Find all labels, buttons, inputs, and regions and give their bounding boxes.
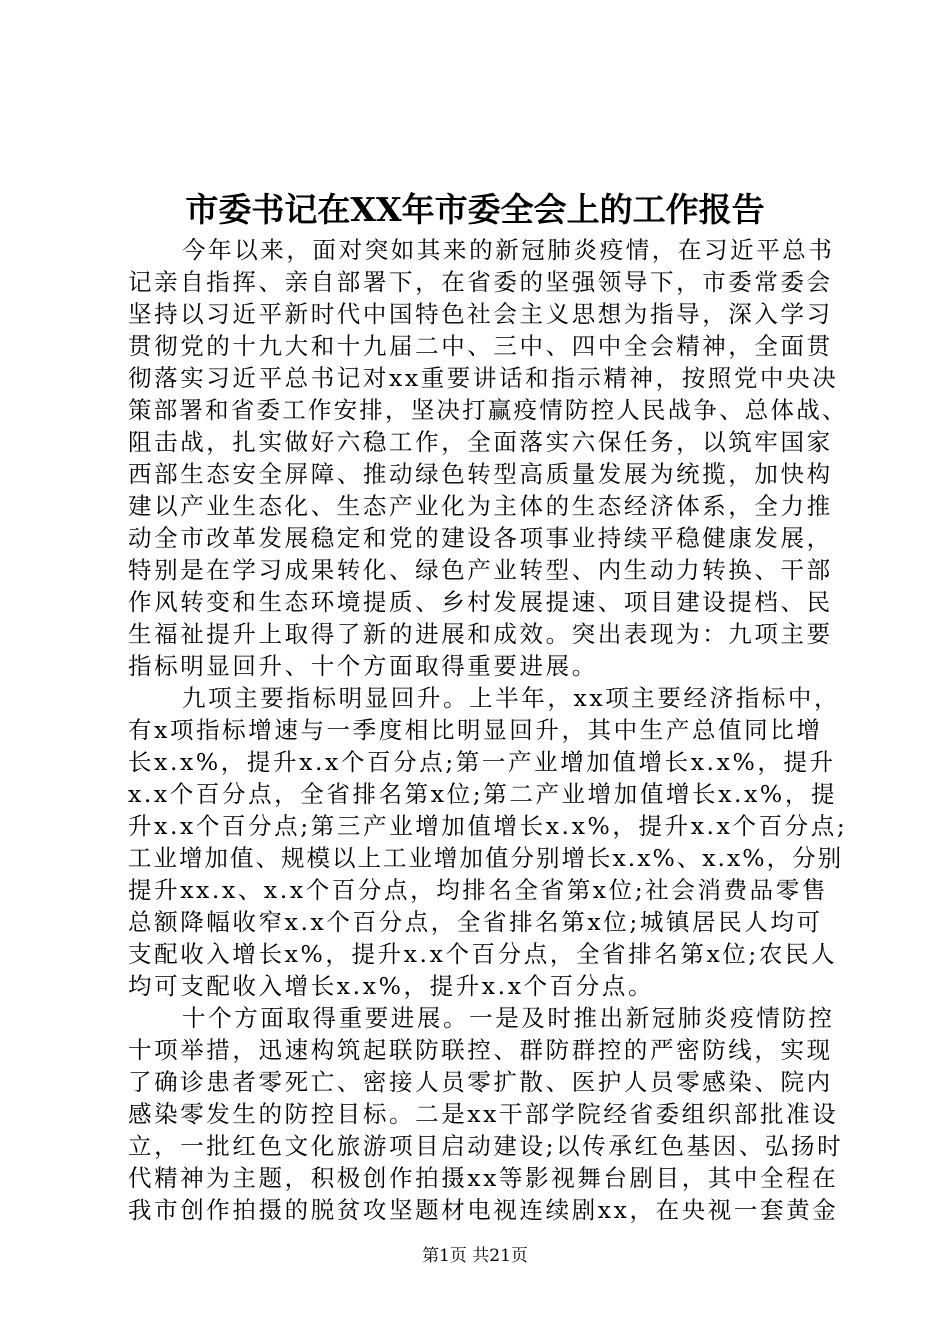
text-line: 代精神为主题，积极创作拍摄xx等影视舞台剧目，其中全程在 xyxy=(128,1164,839,1192)
text-line: 支配收入增长x%，提升x.x个百分点，全省排名第x位;农民人 xyxy=(128,940,838,968)
text-line: 记亲自指挥、亲自部署下，在省委的坚强领导下，市委常委会 xyxy=(128,268,833,296)
text-line: 作风转变和生态环境提质、乡村发展提速、项目建设提档、民 xyxy=(128,588,833,616)
text-line: 升x.x个百分点;第三产业增加值增长x.x%，提升x.x个百分点; xyxy=(128,812,848,840)
text-line: 坚持以习近平新时代中国特色社会主义思想为指导，深入学习 xyxy=(128,300,833,328)
text-line: 立，一批红色文化旅游项目启动建设;以传承红色基因、弘扬时 xyxy=(128,1132,844,1160)
text-line: 指标明显回升、十个方面取得重要进展。 xyxy=(128,652,598,680)
text-line: 我市创作拍摄的脱贫攻坚题材电视连续剧xx，在央视一套黄金 xyxy=(128,1196,839,1224)
text-line: 生福祉提升上取得了新的进展和成效。突出表现为：九项主要 xyxy=(128,620,833,648)
text-line: 西部生态安全屏障、推动绿色转型高质量发展为统揽，加快构 xyxy=(128,460,833,488)
text-line: 策部署和省委工作安排，坚决打赢疫情防控人民战争、总体战、 xyxy=(128,396,848,424)
document-title: 市委书记在XX年市委全会上的工作报告 xyxy=(185,190,765,229)
document-body xyxy=(128,234,848,1226)
text-line: 建以产业生态化、生态产业化为主体的生态经济体系，全力推 xyxy=(128,492,833,520)
text-line: 均可支配收入增长x.x%，提升x.x个百分点。 xyxy=(128,972,655,1000)
text-line: 了确诊患者零死亡、密接人员零扩散、医护人员零感染、院内 xyxy=(128,1068,833,1096)
page-number: 第1页 共21页 xyxy=(422,1246,528,1266)
text-line: 提升xx.x、x.x个百分点，均排名全省第x位;社会消费品零售 xyxy=(128,876,828,904)
text-line: 九项主要指标明显回升。上半年，xx项主要经济指标中， xyxy=(182,684,841,712)
text-line: 今年以来，面对突如其来的新冠肺炎疫情，在习近平总书 xyxy=(182,236,835,264)
text-line: 贯彻党的十九大和十九届二中、三中、四中全会精神，全面贯 xyxy=(128,332,833,360)
text-line: 有x项指标增速与一季度相比明显回升，其中生产总值同比增 xyxy=(128,716,823,744)
text-line: 阻击战，扎实做好六稳工作，全面落实六保任务，以筑牢国家 xyxy=(128,428,833,456)
text-line: 十个方面取得重要进展。一是及时推出新冠肺炎疫情防控 xyxy=(182,1004,835,1032)
text-line: 工业增加值、规模以上工业增加值分别增长x.x%、x.x%，分别 xyxy=(128,844,844,872)
text-line: 总额降幅收窄x.x个百分点，全省排名第x位;城镇居民人均可 xyxy=(128,908,823,936)
text-line: x.x个百分点，全省排名第x位;第二产业增加值增长x.x%，提 xyxy=(128,780,838,808)
text-line: 动全市改革发展稳定和党的建设各项事业持续平稳健康发展， xyxy=(128,524,833,552)
text-line: 彻落实习近平总书记对xx重要讲话和指示精神，按照党中央决 xyxy=(128,364,839,392)
text-line: 特别是在学习成果转化、绿色产业转型、内生动力转换、干部 xyxy=(128,556,833,584)
text-line: 感染零发生的防控目标。二是xx干部学院经省委组织部批准设 xyxy=(128,1100,839,1128)
text-line: 长x.x%，提升x.x个百分点;第一产业增加值增长x.x%，提升 xyxy=(128,748,836,776)
text-line: 十项举措，迅速构筑起联防联控、群防群控的严密防线，实现 xyxy=(128,1036,833,1064)
